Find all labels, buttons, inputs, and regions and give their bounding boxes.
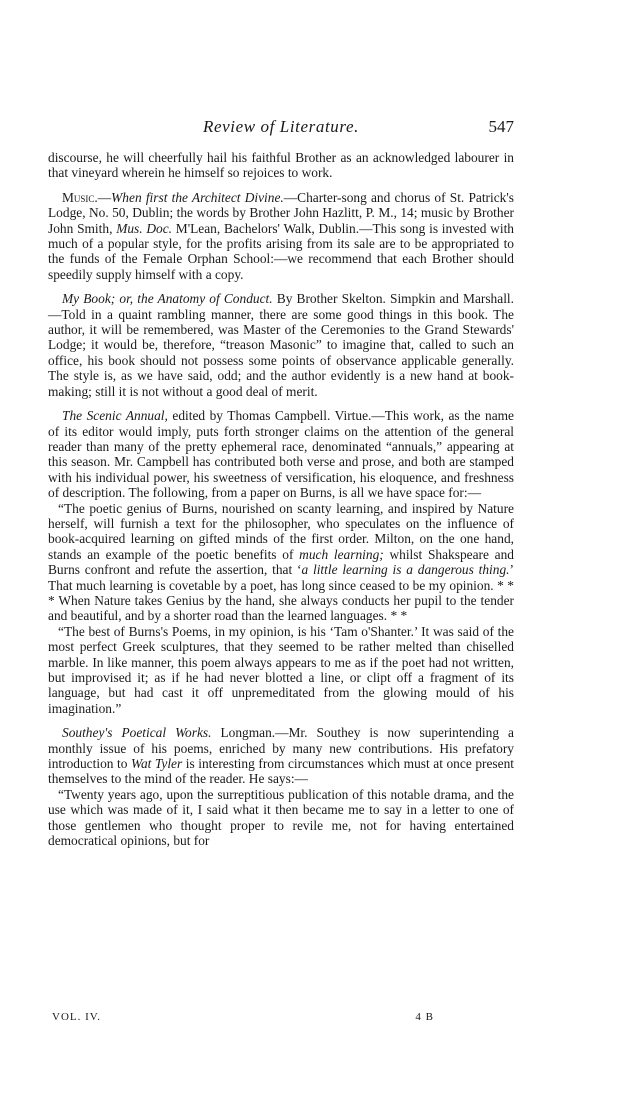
paragraph-text: edited by Thomas Campbell. Virtue.—This work, as the name of its editor would imply, puts forth stronger claims on the attention of the general reader than many of the pretty ephemeral race, denominated “annuals,” appearing at this season. Mr. Campbell has contributed both verse and prose, and both are stamped with his individual power, his sweetness of versification, his eloquence, and freshness of description. The following, from a paper on Burns, is all we have space for:— bbox=[48, 408, 515, 501]
quote-emphasis: a little learning is a dangerous thing. bbox=[301, 562, 510, 578]
paragraph-text: discourse, he will cheerfully hail his faithful Brother as an acknowledged labourer in that vineyard wherein he himself so rejoices to work. bbox=[48, 150, 514, 181]
quote-emphasis: much learning; bbox=[299, 546, 384, 562]
quote-text: “The best of Burns's Poems, in my opinion, is his ‘Tam o'Shanter.’ It was said of the most perfect Greek sculptures, that they seemed to be rather melted than chiselled marble. In like manner, this poem always appears to me as if the poet had not written, but improvised it; as if he had never blotted a line, or clipt off a fragment of its language, but had cast it off unpremeditated from the glowing mould of his imagination.” bbox=[48, 623, 514, 716]
paragraph-text: —Charter-song and chorus of St. Patrick's Lodge, No. 50, Dublin; the words by Brother John Hazlitt, P. M., 14; music by Brother John Smith, bbox=[48, 189, 515, 236]
paragraph-text: is interesting from circumstances which must at once present themselves to the mind of the reader. He says:— bbox=[48, 756, 514, 787]
section-lead: Music. bbox=[62, 189, 98, 205]
review-southey bbox=[48, 725, 514, 787]
review-my-book bbox=[48, 291, 514, 399]
page-number: 547 bbox=[488, 117, 514, 136]
quotation-burns-2 bbox=[48, 624, 514, 716]
page-footer bbox=[48, 1011, 514, 1025]
work-title: When first the Architect Divine. bbox=[111, 189, 284, 205]
page-header bbox=[48, 117, 514, 139]
volume-mark: VOL. IV. bbox=[52, 1011, 102, 1023]
quotation-southey bbox=[48, 787, 514, 849]
page-body bbox=[48, 150, 514, 848]
degree-abbrev: Mus. Doc. bbox=[116, 220, 173, 236]
work-title: The Scenic Annual, bbox=[62, 408, 168, 424]
quotation-burns-1 bbox=[48, 501, 514, 624]
quote-text: “Twenty years ago, upon the surreptitious publication of this notable drama, and the use which was made of it, I said what it then became me to say in a letter to one of those gentlemen who thought proper to revile me, not for having entertained democratical opinions, but for bbox=[48, 786, 514, 849]
work-title: Wat Tyler bbox=[131, 756, 183, 772]
paragraph-continued bbox=[48, 150, 514, 181]
quote-text: ’ That much learning is covetable by a poet, has long since ceased to be my opinion. * * * When Nature takes Genius by the hand, she always conducts her pupil to the tender and beautiful, and by a shorter road than the learned languages. * * bbox=[48, 562, 514, 624]
quote-text: “The poetic genius of Burns, nourished on scanty learning, and inspired by Nature herself, will furnish a text for the philosopher, who speculates on the influence of book-acquired learning on gifted minds of the first order. Milton, on the one hand, stands an example of the poetic benefits of bbox=[48, 500, 514, 562]
paragraph-text: Longman.—Mr. Southey is now superintending a monthly issue of his poems, enriched by many new contributions. His prefatory introduction to bbox=[48, 725, 514, 772]
running-title: Review of Literature. bbox=[203, 117, 359, 136]
paragraph-text: By Brother Skelton. Simpkin and Marshall.—Told in a quaint rambling manner, there are some good things in this book. The author, it will be remembered, was Master of the Ceremonies to the Grand Stewards' Lodge; it would be, therefore, “treason Masonic” to imagine that, called to such an office, his book should not possess some points of observance applicable generally. The style is, as we have said, odd; and the author evidently is a new hand at book-making; still it is not without a good deal of merit. bbox=[48, 291, 514, 399]
work-title: Southey's Poetical Works. bbox=[62, 725, 212, 741]
dash: — bbox=[97, 189, 112, 205]
quote-text: whilst Shakspeare and Burns confront and refute the assertion, that ‘ bbox=[48, 546, 514, 578]
signature-mark: 4 B bbox=[415, 1011, 434, 1023]
review-music bbox=[48, 190, 514, 282]
paragraph-text: M'Lean, Bachelors' Walk, Dublin.—This song is invested with much of a popular style, for the profits arising from its sale are to be appropriated to the funds of the Female Orphan School:—we recommend that each Brother should speedily supply himself with a copy. bbox=[48, 220, 514, 282]
work-title: My Book; or, the Anatomy of Conduct. bbox=[62, 291, 273, 307]
review-scenic-annual bbox=[48, 408, 514, 500]
